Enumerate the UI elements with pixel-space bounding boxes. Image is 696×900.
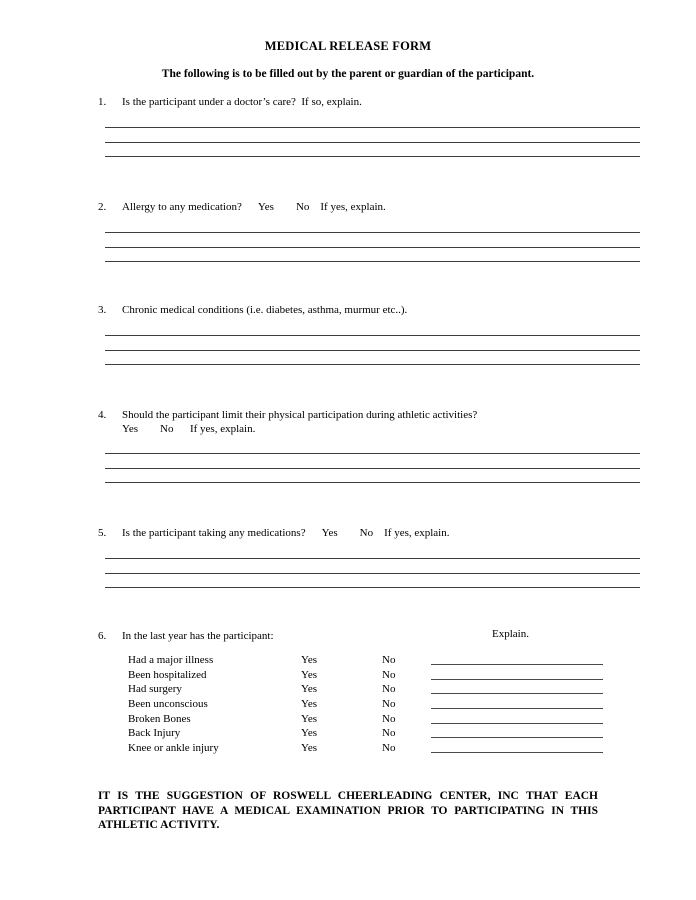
question-5-text: Is the participant taking any medications? Yes No If yes, explain. bbox=[122, 527, 450, 539]
question-4-row bbox=[98, 408, 658, 422]
history-yes-option[interactable]: Yes bbox=[301, 712, 318, 725]
history-item-label: Been hospitalized bbox=[128, 668, 207, 681]
question-3-row bbox=[98, 303, 658, 317]
answer-line[interactable] bbox=[105, 587, 640, 588]
answer-line[interactable] bbox=[105, 573, 640, 574]
question-1 bbox=[98, 95, 658, 109]
table-row bbox=[128, 668, 628, 683]
question-3-answer-lines[interactable] bbox=[105, 335, 640, 379]
history-yes-option[interactable]: Yes bbox=[301, 698, 318, 711]
question-2 bbox=[98, 200, 658, 214]
history-no-option[interactable]: No bbox=[382, 683, 396, 696]
history-explain-line[interactable] bbox=[431, 708, 603, 709]
history-explain-line[interactable] bbox=[431, 737, 603, 738]
answer-line[interactable] bbox=[105, 232, 640, 233]
answer-line[interactable] bbox=[105, 482, 640, 483]
question-2-number: 2. bbox=[98, 201, 107, 213]
history-item-label: Had a major illness bbox=[128, 654, 214, 666]
history-yes-option[interactable]: Yes bbox=[301, 668, 318, 681]
footer-notice: IT IS THE SUGGESTION OF ROSWELL CHEERLEADING CENTER, INC THAT EACH PARTICIPANT HAVE A MEDICAL EXAMINATION PRIOR TO PARTICIPATING IN THIS ATHLETIC ACTIVITY. bbox=[98, 790, 598, 832]
table-row bbox=[128, 741, 628, 756]
page-subtitle: The following is to be filled out by the parent or guardian of the participant. bbox=[161, 68, 535, 80]
history-yes-option[interactable]: Yes bbox=[301, 742, 318, 755]
history-explain-line[interactable] bbox=[431, 664, 603, 665]
answer-line[interactable] bbox=[105, 142, 640, 143]
history-no-option[interactable]: No bbox=[382, 698, 396, 711]
answer-line[interactable] bbox=[105, 350, 640, 351]
answer-line[interactable] bbox=[105, 127, 640, 128]
question-6 bbox=[98, 629, 658, 643]
question-5-answer-lines[interactable] bbox=[105, 558, 640, 602]
question-1-answer-lines[interactable] bbox=[105, 127, 640, 171]
answer-line[interactable] bbox=[105, 453, 640, 454]
history-item-label: Back Injury bbox=[128, 727, 181, 740]
history-no-option[interactable]: No bbox=[382, 654, 396, 666]
history-no-option[interactable]: No bbox=[382, 742, 396, 755]
question-6-row bbox=[98, 629, 658, 643]
explain-column-header: Explain. bbox=[492, 628, 529, 640]
question-4-text: Should the participant limit their physical participation during athletic activities? bbox=[122, 409, 478, 421]
answer-line[interactable] bbox=[105, 261, 640, 262]
history-yes-option[interactable]: Yes bbox=[301, 683, 318, 696]
question-4-second-line: Yes No If yes, explain. bbox=[122, 423, 256, 435]
history-item-label: Been unconscious bbox=[128, 698, 208, 711]
question-2-row bbox=[98, 200, 658, 214]
answer-line[interactable] bbox=[105, 156, 640, 157]
history-item-label: Had surgery bbox=[128, 683, 182, 696]
question-1-number: 1. bbox=[98, 96, 107, 108]
history-explain-line[interactable] bbox=[431, 693, 603, 694]
question-5-number: 5. bbox=[98, 527, 107, 539]
history-no-option[interactable]: No bbox=[382, 712, 396, 725]
question-2-text: Allergy to any medication? Yes No If yes, explain. bbox=[122, 201, 386, 213]
question-2-answer-lines[interactable] bbox=[105, 232, 640, 276]
history-explain-line[interactable] bbox=[431, 679, 603, 680]
question-4-answer-lines[interactable] bbox=[105, 453, 640, 497]
table-row bbox=[128, 712, 628, 727]
history-no-option[interactable]: No bbox=[382, 727, 396, 740]
answer-line[interactable] bbox=[105, 247, 640, 248]
question-6-number: 6. bbox=[98, 630, 107, 642]
question-3-number: 3. bbox=[98, 304, 107, 316]
question-4 bbox=[98, 408, 658, 436]
history-yes-option[interactable]: Yes bbox=[301, 727, 318, 740]
question-1-text: Is the participant under a doctor’s care? If so, explain. bbox=[122, 96, 362, 108]
table-row bbox=[128, 726, 628, 741]
history-explain-line[interactable] bbox=[431, 752, 603, 753]
question-5-row bbox=[98, 526, 658, 540]
history-no-option[interactable]: No bbox=[382, 668, 396, 681]
question-4-number: 4. bbox=[98, 409, 107, 421]
question-5 bbox=[98, 526, 658, 540]
history-item-label: Broken Bones bbox=[128, 712, 191, 725]
medical-history-table bbox=[128, 653, 628, 756]
history-item-label: Knee or ankle injury bbox=[128, 742, 219, 755]
answer-line[interactable] bbox=[105, 335, 640, 336]
history-explain-line[interactable] bbox=[431, 723, 603, 724]
answer-line[interactable] bbox=[105, 468, 640, 469]
table-row bbox=[128, 682, 628, 697]
history-yes-option[interactable]: Yes bbox=[301, 654, 318, 666]
table-row bbox=[128, 697, 628, 712]
page-title: MEDICAL RELEASE FORM bbox=[264, 39, 432, 53]
answer-line[interactable] bbox=[105, 364, 640, 365]
question-6-text: In the last year has the participant: bbox=[122, 630, 274, 642]
question-1-row bbox=[98, 95, 658, 109]
question-3 bbox=[98, 303, 658, 317]
table-row bbox=[128, 653, 628, 668]
question-3-text: Chronic medical conditions (i.e. diabetes, asthma, murmur etc..). bbox=[122, 304, 408, 316]
answer-line[interactable] bbox=[105, 558, 640, 559]
